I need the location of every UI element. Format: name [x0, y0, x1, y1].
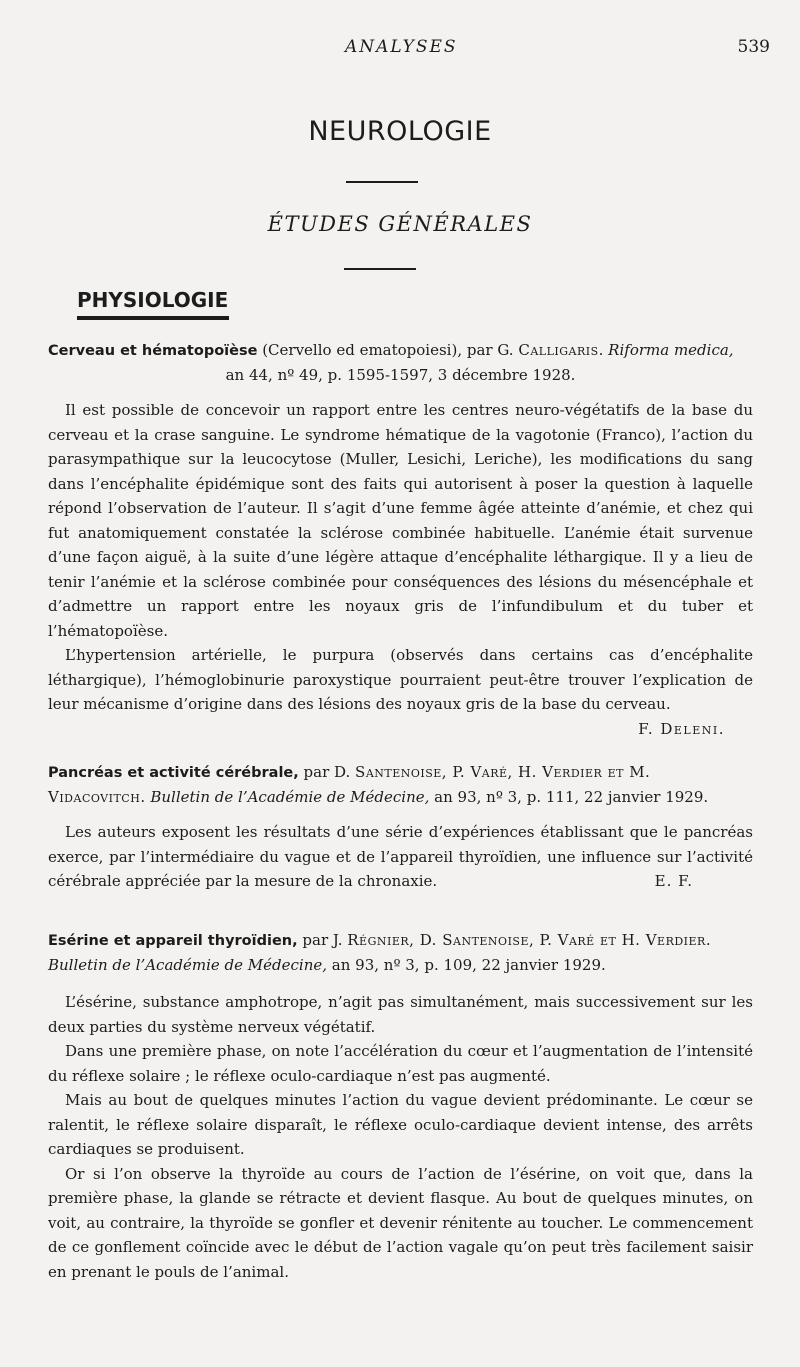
- article-3-reference: [48, 928, 753, 977]
- article-1-paragraph: Il est possible de concevoir un rapport entre les centres neuro-végétatifs de la base du cerveau et la crase sanguine. Le syndrome hématique de la vagotonie (Franco), l’action du parasympathique sur la leucocytose (Muller, Lesichi, Leriche), les modifications du sang dans l’encéphalite épidémique sont des faits qui autorisent à poser la question à laquelle répond l’observation de l’auteur. Il s’agit d’une femme âgée atteinte d’anémie, et chez qui fut anatomiquement constatée la sclérose combinée habituelle. L’anémie était survenue d’une façon aiguë, à la suite d’une légère attaque d’encéphalite léthargique. Il y a lieu de tenir l’anémie et la sclérose combinée pour conséquences des lésions du mésencéphale et d’admettre un rapport entre les noyaux gris de l’infundibulum et du tuber et l’hématopoïèse.: [48, 401, 753, 640]
- article-3-title: Esérine et appareil thyroïdien,: [48, 933, 298, 949]
- article-2-journal: Bulletin de l’Académie de Médecine,: [150, 788, 430, 806]
- article-1-paragraph: L’hypertension artérielle, le purpura (observés dans certains cas d’encéphalite léthargique), l’hémoglobinurie paroxystique pourraient peut-être trouver l’explication de leur mécanisme d’origine dans des lésions des noyaux gris de la base du cerveau.: [48, 646, 753, 713]
- section-heading: PHYSIOLOGIE: [77, 288, 229, 312]
- article-3-paragraph: L’ésérine, substance amphotrope, n’agit pas simultanément, mais successivement sur les deux parties du système nerveux végétatif.: [48, 993, 753, 1036]
- article-3-ref-text: par J.: [297, 931, 348, 949]
- article-1-body: [48, 398, 753, 741]
- subtitle: ÉTUDES GÉNÉRALES: [267, 212, 533, 236]
- article-3-body: [48, 990, 753, 1284]
- article-2-reference: [48, 760, 753, 809]
- article-1-ref-details: an 44, nº 49, p. 1595-1597, 3 décembre 1928.: [225, 366, 576, 384]
- page-number: 539: [737, 37, 770, 57]
- article-2-signature: E. F.: [654, 872, 693, 890]
- article-3-paragraph: Dans une première phase, on note l’accélération du cœur et l’augmentation de l’intensité du réflexe solaire ; le réflexe oculo-cardiaque n’est pas augmenté.: [48, 1042, 753, 1085]
- article-3-journal: Bulletin de l’Académie de Médecine,: [48, 956, 328, 974]
- article-1-title: Cerveau et hématopoïèse: [48, 343, 258, 359]
- article-1-author: Calligaris: [518, 341, 599, 359]
- article-2-body: [48, 820, 753, 894]
- running-head: [0, 37, 800, 61]
- article-2-title: Pancréas et activité cérébrale,: [48, 765, 299, 781]
- article-1-journal: Riforma medica,: [608, 341, 734, 359]
- article-2-paragraph: [48, 820, 753, 894]
- article-2-paragraph-text: Les auteurs exposent les résultats d’une série d’expériences établissant que le pancréas exerce, par l’intermédiaire du vague et de l’appareil thyroïdien, une influence sur l’activité cérébrale appréciée par la mesure de la chronaxie.: [48, 823, 753, 890]
- article-3-paragraph: Mais au bout de quelques minutes l’action du vague devient prédominante. Le cœur se ralentit, le réflexe solaire disparaît, le réflexe oculo-cardiaque devient intense, des arrêts cardiaques se produisent.: [48, 1091, 753, 1158]
- title-divider: [346, 181, 418, 183]
- article-2-authors: Santenoise, P. Varé, H. Verdier et M. Vidacovitch.: [48, 763, 651, 806]
- article-3-authors: Régnier, D. Santenoise, P. Varé et H. Verdier.: [347, 931, 712, 949]
- article-3-ref-details: an 93, nº 3, p. 109, 22 janvier 1929.: [327, 956, 606, 974]
- article-1-reference: [48, 338, 753, 387]
- subtitle-divider: [344, 268, 416, 270]
- article-1-ref-sep: .: [598, 341, 609, 359]
- section-underline: [77, 316, 229, 320]
- page-title: NEUROLOGIE: [308, 116, 492, 147]
- article-1-signature: F. Deleni.: [638, 719, 725, 738]
- article-2-ref-text: par D.: [298, 763, 356, 781]
- article-1-ref-text: (Cervello ed ematopoiesi), par G.: [257, 341, 519, 359]
- article-3-paragraph: Or si l’on observe la thyroïde au cours de l’action de l’ésérine, on voit que, dans la première phase, la glande se rétracte et devient flasque. Au bout de quelques minutes, on voit, au contraire, la thyroïde se gonfler et devenir rénitente au toucher. Le commencement de ce gonflement coïncide avec le début de l’action vagale qu’on peut très facilement saisir en prenant le pouls de l’animal.: [48, 1164, 753, 1281]
- article-2-ref-details: an 93, nº 3, p. 111, 22 janvier 1929.: [429, 788, 709, 806]
- running-title: ANALYSES: [345, 37, 458, 57]
